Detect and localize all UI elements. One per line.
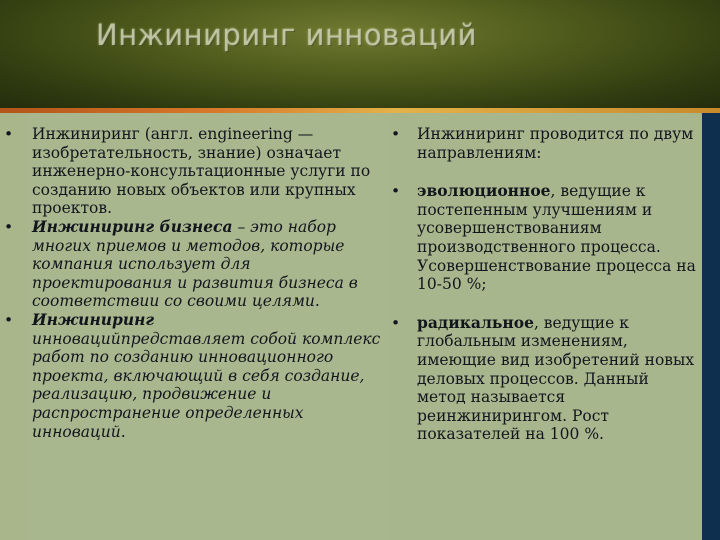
bullet-text: Инжиниринг проводится по двум направлениям: bbox=[417, 125, 694, 162]
bullet-radical bbox=[417, 314, 701, 444]
slide-title: Инжиниринг инноваций bbox=[96, 18, 477, 52]
bullet-text: , ведущие к глобальным изменениям, имеющие вид изобретений новых деловых процессов. Данный метод называется реинжинирингом. Рост показателей на 100 %. bbox=[417, 313, 695, 444]
bullet-lead: Инжиниринг бизнеса bbox=[32, 216, 233, 236]
bullet-text: Инжиниринг (англ. engineering — изобретательность, знание) означает инженерно-консультационные услуги по созданию новых объектов или крупных проектов. bbox=[32, 125, 371, 218]
right-bullet-list bbox=[417, 125, 701, 444]
right-edge bbox=[702, 113, 720, 540]
left-bullet-list bbox=[32, 125, 388, 441]
bullet-engineering-definition bbox=[32, 125, 388, 218]
bullet-text: , ведущие к постепенным улучшениям и усовершенствованиям производственного процесса. Усовершенствование процесса на 10-50 %; bbox=[417, 182, 696, 294]
bullet-two-directions bbox=[417, 125, 701, 162]
bullet-lead: Инжиниринг bbox=[32, 309, 155, 329]
bullet-business-engineering bbox=[32, 218, 388, 311]
bullet-lead: радикальное bbox=[417, 312, 534, 332]
bullet-text: инновацийпредставляет собой комплекс работ по созданию инновационного проекта, включающий в себя создание, реализацию, продвижение и распространение определенных инноваций. bbox=[32, 329, 381, 441]
bullet-text: – это набор многих приемов и методов, которые компания использует для проектирования и развития бизнеса в соответствии со своими целями. bbox=[32, 217, 358, 311]
bullet-lead: эволюционное bbox=[417, 181, 551, 201]
title-banner bbox=[0, 0, 720, 108]
bullet-innovation-engineering bbox=[32, 311, 388, 441]
bullet-evolutionary bbox=[417, 182, 701, 294]
